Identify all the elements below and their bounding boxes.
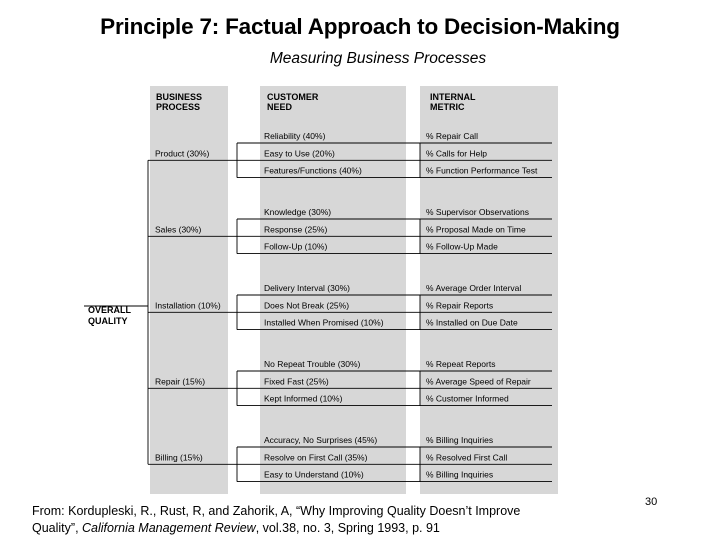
- need-label-2-2: Installed When Promised (10%): [264, 317, 384, 328]
- need-label-3-1: Fixed Fast (25%): [264, 376, 329, 387]
- header-business-process-line2: PROCESS: [156, 102, 201, 112]
- metric-label-3-2: % Customer Informed: [426, 393, 509, 404]
- metric-label-0-2: % Function Performance Test: [426, 165, 538, 176]
- overall-quality-line2: QUALITY: [88, 316, 128, 326]
- need-label-4-2: Easy to Understand (10%): [264, 469, 364, 480]
- need-label-4-0: Accuracy, No Surprises (45%): [264, 435, 378, 445]
- slide-subtitle: Measuring Business Processes: [269, 50, 487, 67]
- process-label-0: Product (30%): [155, 148, 210, 159]
- process-label-2: Installation (10%): [155, 300, 221, 311]
- metric-label-3-1: % Average Speed of Repair: [426, 376, 531, 387]
- need-label-3-2: Kept Informed (10%): [264, 393, 343, 404]
- slide-title: Principle 7: Factual Approach to Decision-Making: [100, 14, 620, 39]
- metric-label-1-0: % Supervisor Observations: [426, 207, 529, 217]
- need-label-1-1: Response (25%): [264, 224, 328, 235]
- citation-line2-prefix: Quality”,: [32, 521, 83, 535]
- metric-label-0-1: % Calls for Help: [426, 148, 487, 159]
- metric-label-3-0: % Repeat Reports: [426, 359, 496, 369]
- need-label-0-1: Easy to Use (20%): [264, 148, 335, 159]
- overall-quality-line1: OVERALL: [88, 305, 131, 315]
- citation-line2-suffix: , vol.38, no. 3, Spring 1993, p. 91: [255, 521, 440, 535]
- metric-label-2-1: % Repair Reports: [426, 300, 494, 311]
- metric-label-1-2: % Follow-Up Made: [426, 241, 498, 252]
- business-process-column-bg: [150, 86, 228, 494]
- metric-label-2-0: % Average Order Interval: [426, 283, 522, 293]
- need-label-1-0: Knowledge (30%): [264, 207, 332, 217]
- need-label-2-0: Delivery Interval (30%): [264, 283, 350, 293]
- metric-label-4-2: % Billing Inquiries: [426, 469, 494, 480]
- header-business-process-line1: BUSINESS: [156, 92, 203, 102]
- metric-label-4-1: % Resolved First Call: [426, 452, 508, 463]
- need-label-0-0: Reliability (40%): [264, 131, 326, 141]
- citation: [32, 503, 602, 537]
- overall-quality-label: [88, 305, 133, 326]
- metric-label-4-0: % Billing Inquiries: [426, 435, 494, 445]
- process-label-1: Sales (30%): [155, 224, 202, 235]
- need-label-1-2: Follow-Up (10%): [264, 241, 328, 252]
- need-label-4-1: Resolve on First Call (35%): [264, 452, 368, 463]
- metric-label-0-0: % Repair Call: [426, 131, 478, 141]
- header-customer-need-line2: NEED: [267, 102, 293, 112]
- metric-label-1-1: % Proposal Made on Time: [426, 224, 526, 235]
- need-label-0-2: Features/Functions (40%): [264, 165, 362, 176]
- process-label-3: Repair (15%): [155, 376, 206, 387]
- metric-label-2-2: % Installed on Due Date: [426, 317, 518, 328]
- header-customer-need-line1: CUSTOMER: [267, 92, 319, 102]
- citation-line1: From: Kordupleski, R., Rust, R, and Zahorik, A, “Why Improving Quality Doesn’t Improve: [32, 504, 521, 518]
- header-business-process: [156, 92, 205, 112]
- citation-journal: California Management Review: [82, 521, 256, 535]
- need-label-2-1: Does Not Break (25%): [264, 300, 350, 311]
- page-number: 30: [645, 496, 658, 508]
- process-label-4: Billing (15%): [155, 452, 203, 463]
- need-label-3-0: No Repeat Trouble (30%): [264, 359, 361, 369]
- header-internal-metric-line1: INTERNAL: [430, 92, 476, 102]
- header-internal-metric-line2: METRIC: [430, 102, 465, 112]
